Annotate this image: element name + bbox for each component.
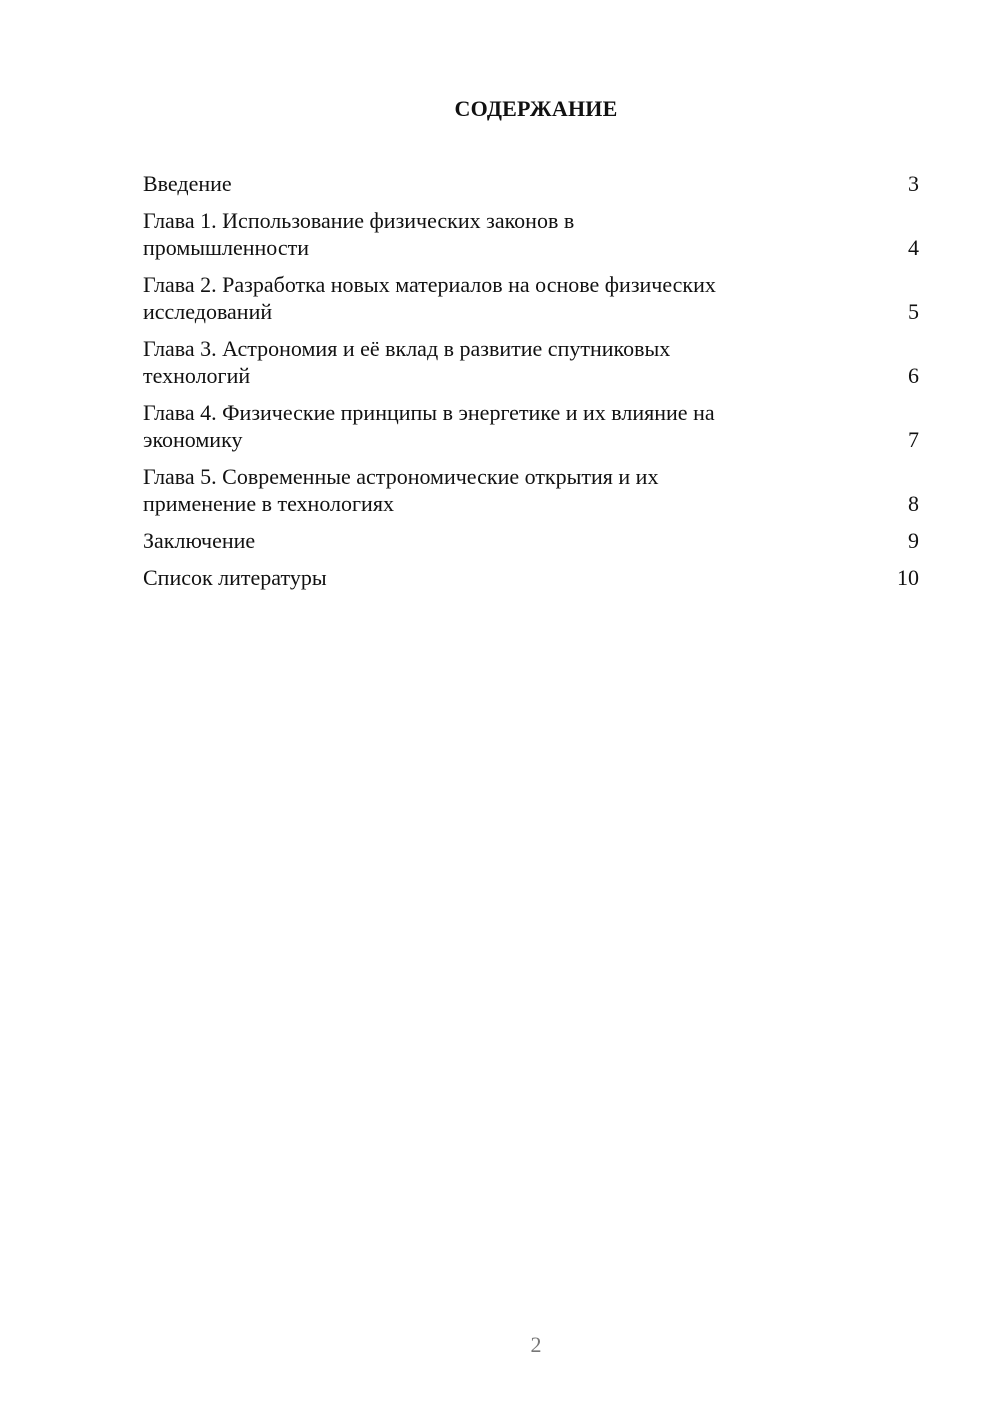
toc-item-label: Глава 2. Разработка новых материалов на основе физических исследований <box>143 272 716 324</box>
toc-item-chapter-1[interactable] <box>143 207 919 261</box>
toc-item-page: 3 <box>908 171 919 196</box>
page-title: СОДЕРЖАНИЕ <box>454 96 618 121</box>
toc-item-label: Глава 5. Современные астрономические открытия и их применение в технологиях <box>143 464 659 516</box>
toc-item-chapter-5[interactable] <box>143 463 919 517</box>
toc-item-page: 5 <box>908 299 919 324</box>
toc-item-label: Список литературы <box>143 565 327 590</box>
toc-item-chapter-3[interactable] <box>143 335 919 389</box>
toc-item-page: 10 <box>897 565 919 590</box>
table-of-contents <box>143 170 919 601</box>
toc-item-label: Введение <box>143 171 232 196</box>
toc-item-introduction[interactable] <box>143 170 919 197</box>
toc-item-label: Глава 1. Использование физических законов в промышленности <box>143 208 575 260</box>
toc-item-chapter-4[interactable] <box>143 399 919 453</box>
toc-item-page: 6 <box>908 363 919 388</box>
page-number: 2 <box>530 1332 542 1357</box>
toc-item-conclusion[interactable] <box>143 527 919 554</box>
toc-item-references[interactable] <box>143 564 919 591</box>
toc-item-page: 9 <box>908 528 919 553</box>
toc-item-page: 4 <box>908 235 919 260</box>
toc-item-label: Глава 3. Астрономия и её вклад в развитие спутниковых технологий <box>143 336 671 388</box>
toc-item-page: 8 <box>908 491 919 516</box>
toc-item-label: Глава 4. Физические принципы в энергетике и их влияние на экономику <box>143 400 715 452</box>
toc-item-chapter-2[interactable] <box>143 271 919 325</box>
toc-item-page: 7 <box>908 427 919 452</box>
toc-item-label: Заключение <box>143 528 256 553</box>
